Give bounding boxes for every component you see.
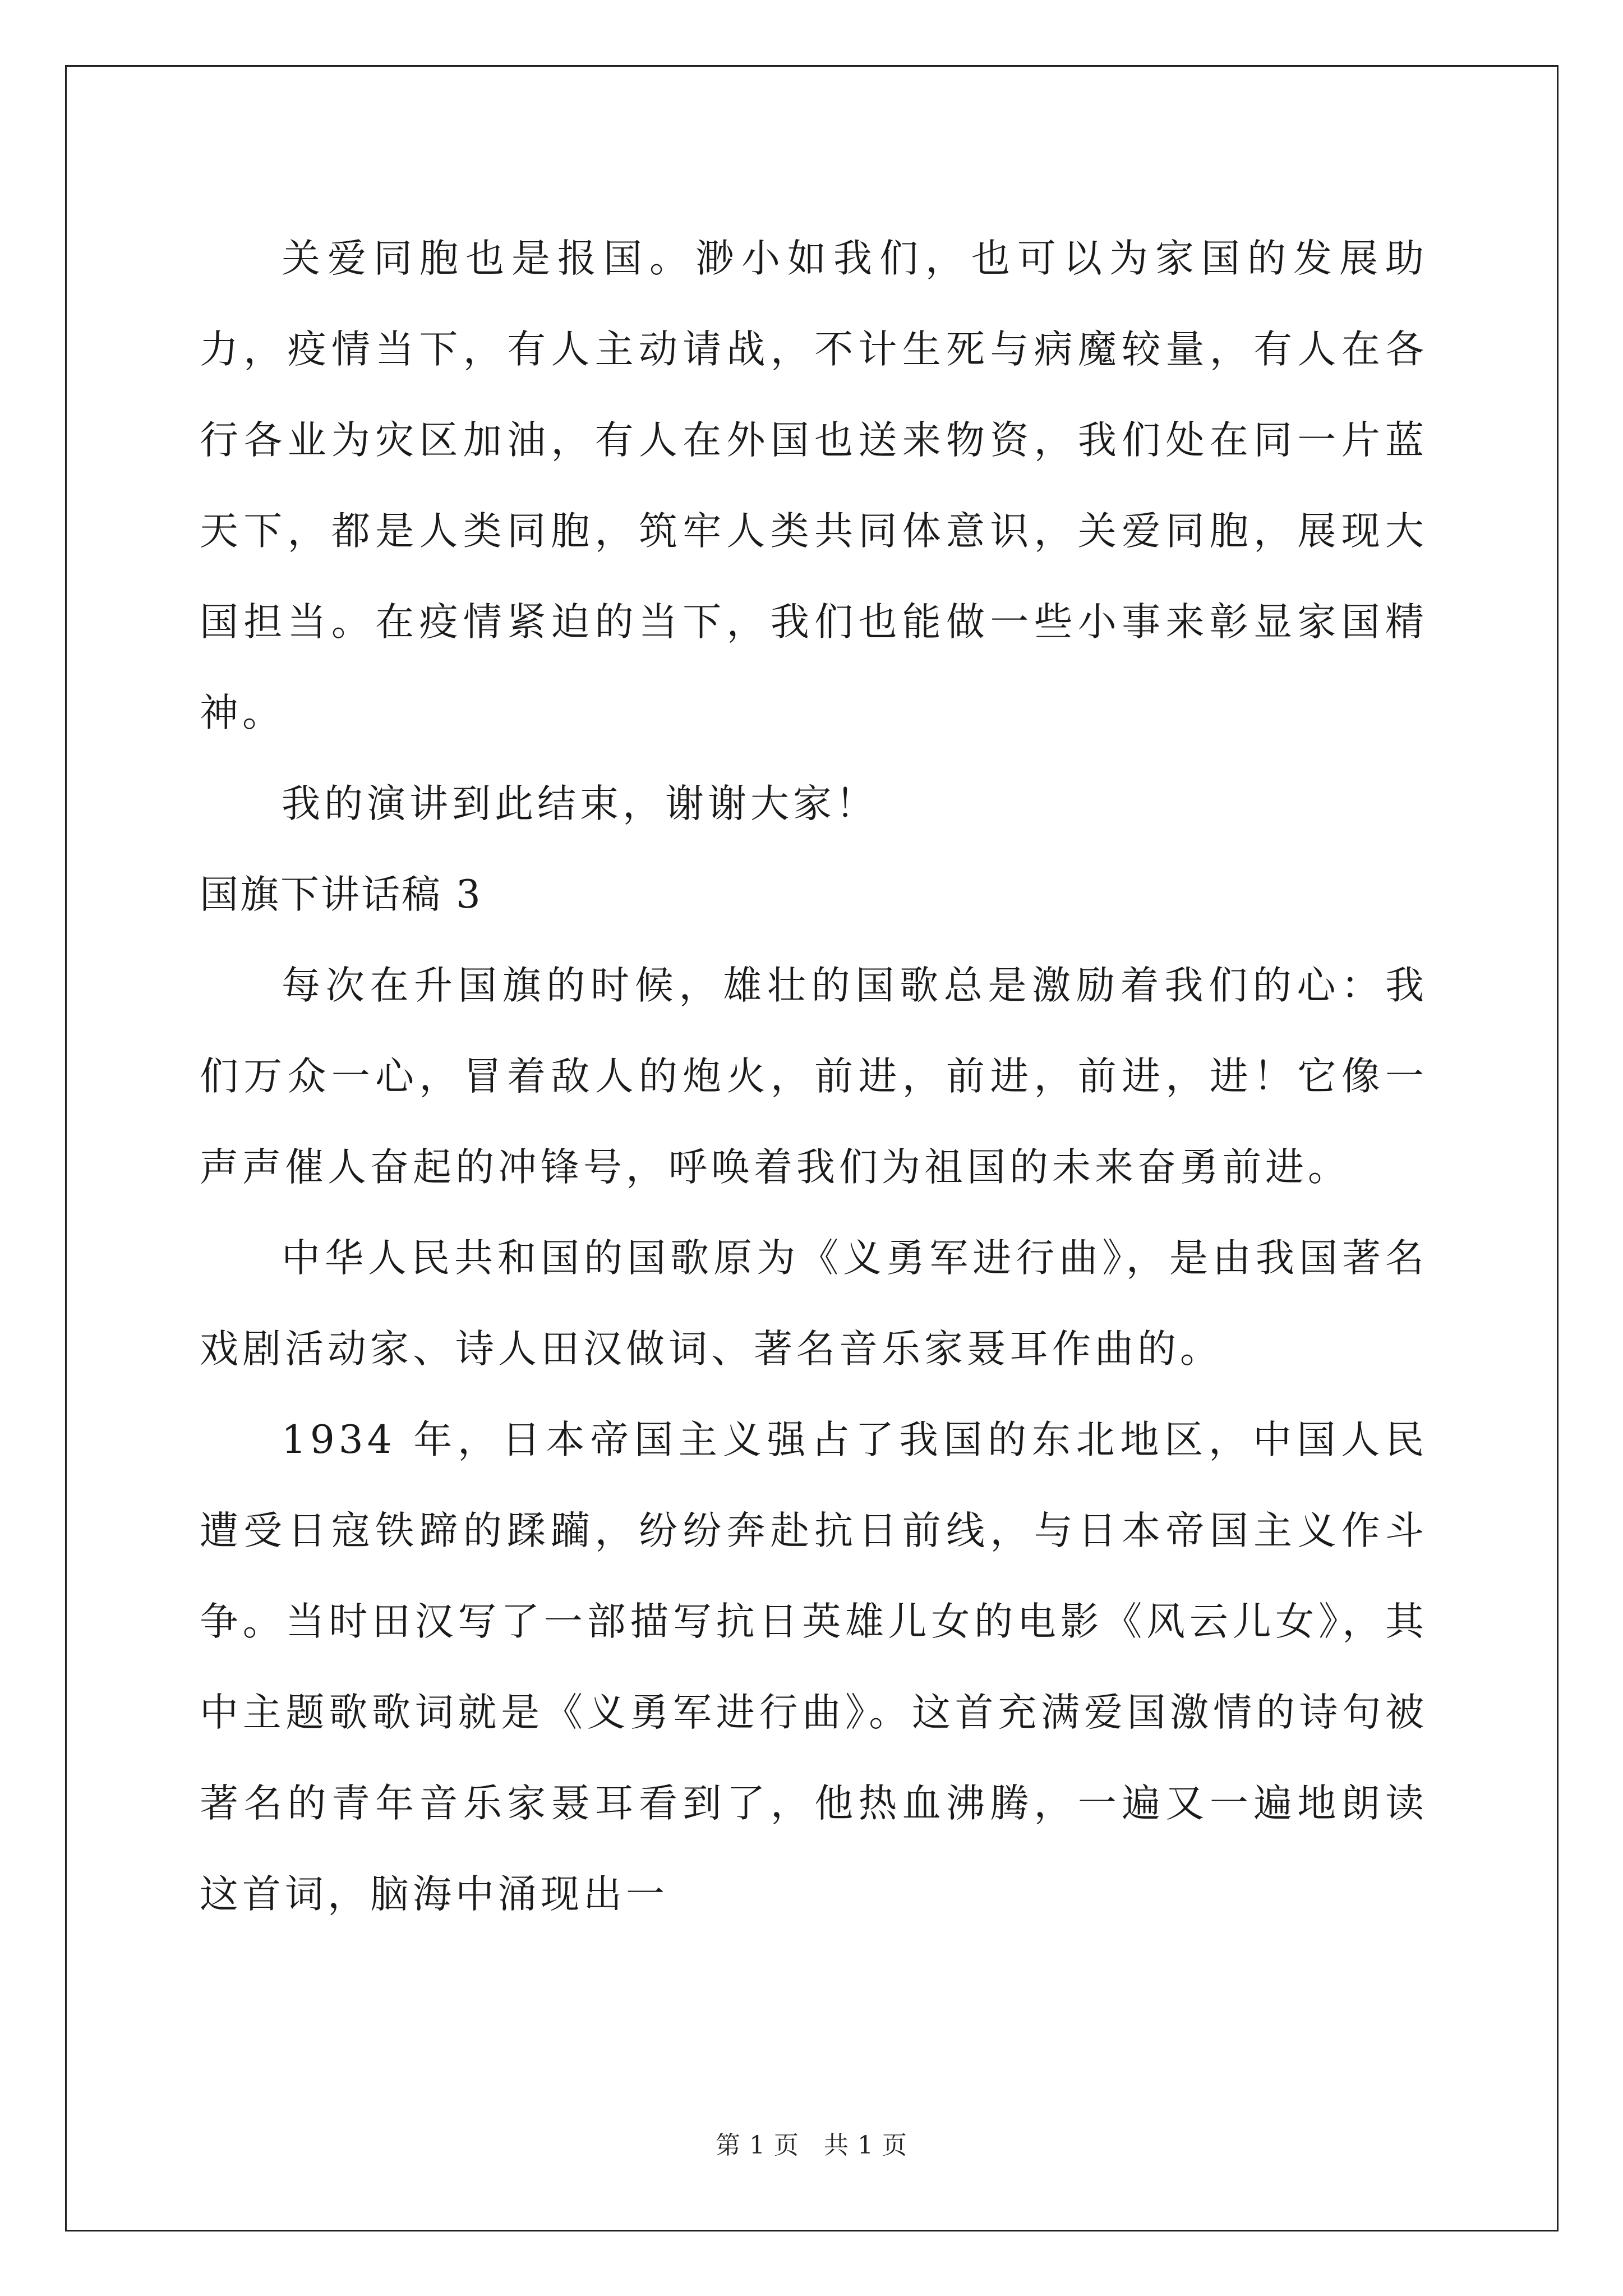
section-heading: 国旗下讲话稿 3	[200, 872, 482, 917]
paragraph-care-for-compatriots: 关爱同胞也是报国。渺小如我们，也可以为家国的发展助力，疫情当下，有人主动请战，不计生死与病魔较量，有人在各行各业为灾区加油，有人在外国也送来物资，我们处在同一片蓝天下，都是人类同胞，筑牢人类共同体意识，关爱同胞，展现大国担当。在疫情紧迫的当下，我们也能做一些小事来彰显家国精神。	[200, 236, 1428, 735]
paragraph-national-anthem: 每次在升国旗的时候，雄壮的国歌总是激励着我们的心：我们万众一心，冒着敌人的炮火，前进，前进，前进，进！它像一声声催人奋起的冲锋号，呼唤着我们为祖国的未来奋勇前进。	[200, 963, 1428, 1190]
paragraph-anthem-history: 1934 年，日本帝国主义强占了我国的东北地区，中国人民遭受日寇铁蹄的蹂躏，纷纷奔赴抗日前线，与日本帝国主义作斗争。当时田汉写了一部描写抗日英雄儿女的电影《风云儿女》，其中主题歌歌词就是《义勇军进行曲》。这首充满爱国激情的诗句被著名的青年音乐家聂耳看到了，他热血沸腾，一遍又一遍地朗读这首词，脑海中涌现出一	[200, 1418, 1428, 1917]
paragraph-anthem-origin: 中华人民共和国的国歌原为《义勇军进行曲》，是由我国著名戏剧活动家、诗人田汉做词、著名音乐家聂耳作曲的。	[200, 1236, 1428, 1372]
page-total: 共 1 页	[824, 2131, 907, 2160]
paragraph-closing-remarks: 我的演讲到此结束，谢谢大家！	[282, 781, 878, 826]
page-footer	[0, 2129, 1623, 2162]
document-body	[200, 213, 1428, 1940]
page-number: 第 1 页	[716, 2131, 799, 2160]
